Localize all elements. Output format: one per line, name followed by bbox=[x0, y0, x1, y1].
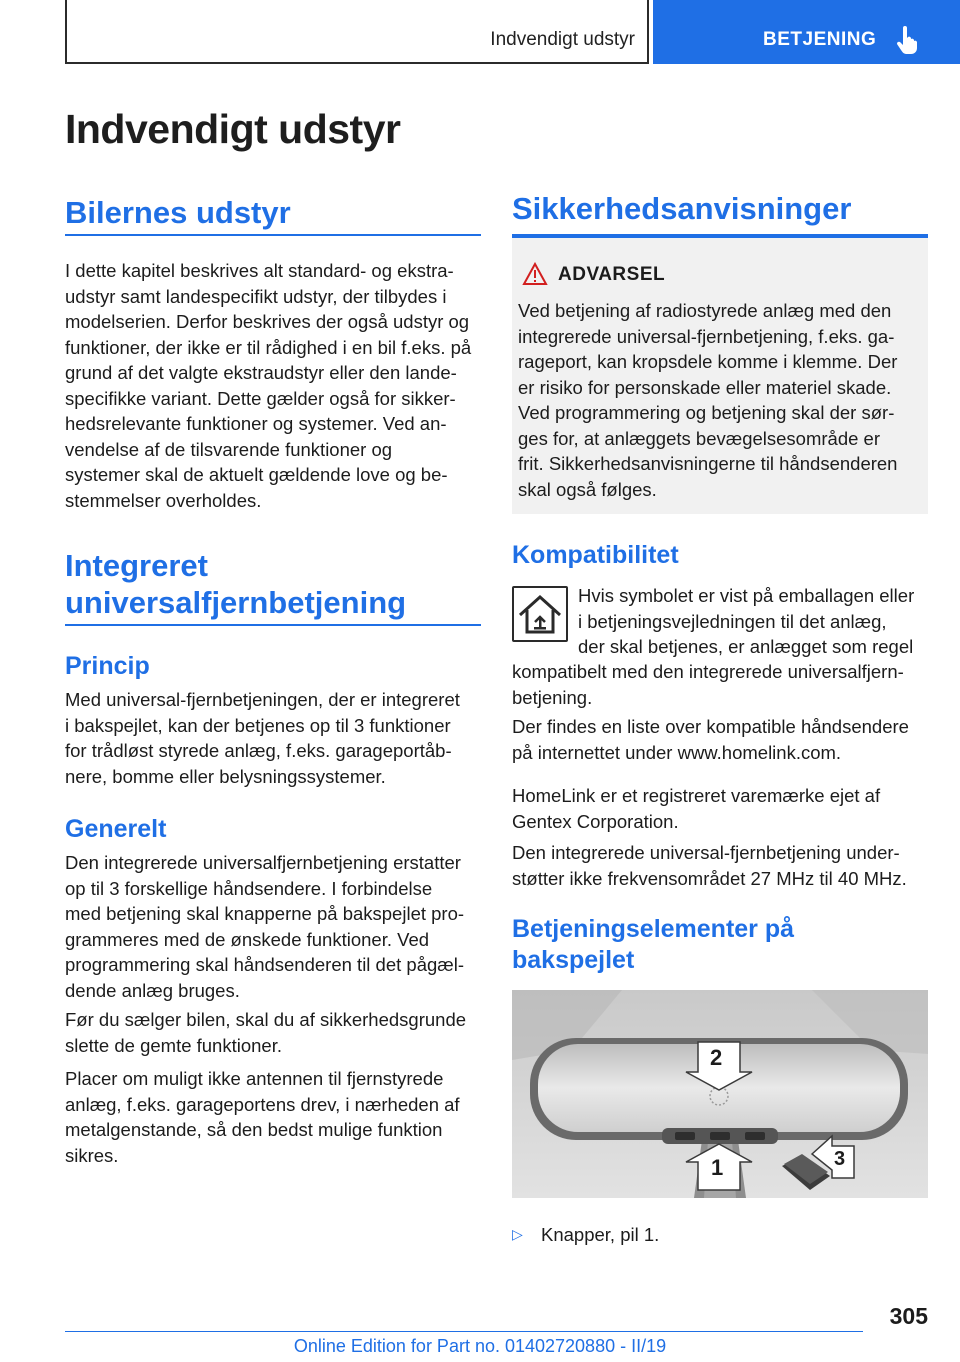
paragraph-general-2: Før du sælger bilen, skal du af sikkerhedsgrunde slette de gemte funktioner. bbox=[65, 1009, 467, 1056]
heading-equipment: Bilernes udstyr bbox=[65, 195, 291, 230]
warning-title: ADVARSEL bbox=[558, 264, 666, 285]
heading-compatibility: Kompatibilitet bbox=[512, 541, 679, 569]
paragraph-general-3: Placer om muligt ikke antennen til fjernstyrede anlæg, f.eks. garageportens drev, i nærheden af metalgenstande, så den bedst mulige funktion sikres. bbox=[65, 1068, 460, 1166]
warning-triangle-icon bbox=[522, 262, 548, 286]
warning-text: Ved betjening af radiostyrede anlæg med den integrerede universal-fjernbetjening, f.eks. ga- rageport, kan kropsdele komme i klemme. Der er risiko for personskade eller materiel skade. Ved programmering og betjening skal der sør- ges for, at anlæggets bevægelsesområde er frit. Sikkerhedsanvisningerne til håndsenderen skal også følges. bbox=[518, 300, 898, 500]
list-item-text: Knapper, pil 1. bbox=[541, 1224, 660, 1245]
heading-principle: Princip bbox=[65, 652, 150, 680]
header-chapter-label: BETJENING bbox=[763, 29, 877, 50]
heading-controls: Betjeningselementer på bakspejlet bbox=[512, 915, 795, 974]
figure-label-3: 3 bbox=[834, 1148, 846, 1170]
page-title: Indvendigt udstyr bbox=[65, 106, 401, 152]
paragraph-general-1: Den integrerede universalfjernbetjening erstatter op til 3 forskellige håndsendere. I forbindelse med betjening skal knapperne på bakspejlet pro- grammeres med de ønskede funktioner. Ved programmering skal håndsenderen til det pågæl- dende anlæg bruges. bbox=[65, 852, 465, 1001]
header-section-box bbox=[65, 0, 649, 64]
homelink-house-glyph bbox=[514, 588, 566, 640]
paragraph-compat-1b: kompatibelt med den integrerede universalfjern- betjening. bbox=[512, 661, 904, 708]
paragraph-equipment: I dette kapitel beskrives alt standard- og ekstra- udstyr samt landespecifikt udstyr, der tilbydes i modelserien. Derfor beskrives der også udstyr og funktioner, der ikke er til rådighed i en bil f.eks. på grund af det valgte ekstraudstyr eller den lande- specifikke variant. Dette gælder også for sikker- hedsrelevante funktioner og systemer. Ved an- vendelse af de tilsvarende funktioner og systemer skal de aktuelt gældende love og be- stemmelser overholdes. bbox=[65, 260, 472, 511]
page-number: 305 bbox=[889, 1303, 928, 1329]
hand-pointer-icon bbox=[896, 26, 920, 54]
heading-universal-remote: Integreret universalfjernbetjening bbox=[65, 548, 407, 620]
footer-rule bbox=[65, 1331, 863, 1332]
homelink-house-icon bbox=[512, 586, 568, 642]
heading-safety: Sikkerhedsanvisninger bbox=[512, 191, 852, 226]
paragraph-compat-1a: Hvis symbolet er vist på emballagen eller i betjeningsvejledningen til det anlæg, der skal betjenes, er anlægget som regel bbox=[578, 585, 915, 657]
heading-general: Generelt bbox=[65, 815, 167, 843]
rearview-mirror-figure bbox=[512, 990, 928, 1198]
figure-label-2: 2 bbox=[710, 1045, 723, 1070]
paragraph-compat-2: Der findes en liste over kompatible håndsendere på internettet under www.homelink.com. bbox=[512, 716, 909, 763]
header-chapter-tab[interactable] bbox=[653, 0, 960, 64]
figure-label-1: 1 bbox=[711, 1155, 724, 1180]
footer-edition: Online Edition for Part no. 01402720880 - II/19 bbox=[293, 1336, 667, 1356]
paragraph-compat-4: Den integrerede universal-fjernbetjening under- støtter ikke frekvensområdet 27 MHz til 40 MHz. bbox=[512, 842, 907, 889]
paragraph-principle: Med universal-fjernbetjeningen, der er integreret i bakspejlet, kan der betjenes op til 3 funktioner for trådløst styrede anlæg, f.eks. garageportåb- nere, bomme eller belysningssystemer. bbox=[65, 689, 460, 787]
heading-rule bbox=[65, 234, 481, 236]
heading-rule bbox=[65, 624, 481, 626]
warning-box bbox=[512, 234, 928, 514]
header-section-title: Indvendigt udstyr bbox=[490, 29, 635, 50]
paragraph-compat-3: HomeLink er et registreret varemærke ejet af Gentex Corporation. bbox=[512, 785, 881, 832]
bullet-arrow-icon: ▷ bbox=[512, 1226, 523, 1242]
